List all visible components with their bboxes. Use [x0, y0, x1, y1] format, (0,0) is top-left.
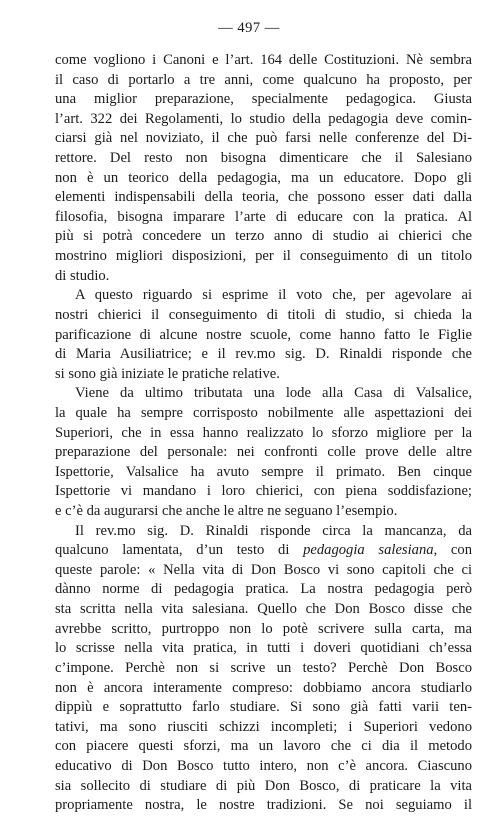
text-line: non è un teorico della pedagogia, ma un educatore. Dopo gli — [55, 169, 472, 186]
text-line: preparazione del personale: nei confronti colle prove delle altre — [55, 444, 472, 461]
text-line: si sono già iniziate le pratiche relative. — [55, 365, 280, 382]
text-line: propriamente nostra, le nostre tradizioni. Se noi seguiamo il — [55, 797, 472, 814]
page-number: — 497 — — [218, 20, 280, 36]
text-line: filosofia, bisogna imparare l’arte di educare con la pratica. Al — [55, 208, 472, 225]
body-text — [55, 51, 472, 816]
text-line: avrebbe scritto, purtroppo non lo potè scrivere sulla carta, ma — [55, 620, 472, 637]
text-line: Ispettorie, Valsalice ha avuto sempre il primato. Ben cinque — [55, 463, 472, 480]
text-line: come vogliono i Canoni e l’art. 164 delle Costituzioni. Nè sembra — [55, 52, 472, 68]
text-line: mostrino migliori disposizioni, per il conseguimento di un titolo — [55, 248, 472, 265]
text-line: di Maria Ausiliatrice; e il rev.mo sig. D. Rinaldi risponde che — [55, 346, 472, 363]
text-line: ciarsi già nel noviziato, il che può farsi nelle conferenze del Di- — [55, 130, 472, 147]
text-line: Viene da ultimo tributata una lode alla Casa di Valsalice, — [75, 385, 472, 402]
text-line: Superiori, che in essa hanno realizzato lo sforzo migliore per la — [55, 424, 472, 441]
text-line: c’impone. Perchè non si scrive un testo? Perchè Don Bosco — [55, 659, 472, 676]
text-line: l’art. 322 dei Regolamenti, lo studio della pedagogia deve comin- — [55, 110, 472, 127]
text-line: dànno norme di pedagogia pratica. La nostra pedagogia però — [55, 581, 472, 598]
text-line: rettore. Del resto non bisogna dimenticare che il Salesiano — [55, 150, 472, 167]
text-line: e c’è da augurarsi che anche le altre ne seguano l’esempio. — [55, 503, 398, 520]
text-line: elementi indispensabili della teoria, che possono esser dati dalla — [55, 189, 472, 206]
text-line: Ispettorie vi mandano i loro chierici, con piena soddisfazione; — [55, 483, 472, 500]
text-line: nostri chierici il conseguimento di titoli di studio, si chieda la — [55, 306, 472, 323]
text-line: sta scritta nella vita salesiana. Quello che Don Bosco disse che — [55, 601, 472, 618]
text-line: la quale ha sempre corrisposto nobilmente alle aspettazioni dei — [55, 404, 472, 421]
text-line: una miglior preparazione, specialmente pedagogica. Giusta — [55, 91, 472, 108]
text-line: educativo di Don Bosco tutto intero, non c’è ancora. Ciascuno — [55, 757, 472, 774]
text-line: di studio. — [55, 267, 110, 284]
text-line: sia sollecito di studiare di più Don Bosco, di praticare la vita — [55, 777, 472, 794]
text-line: A questo riguardo si esprime il voto che, per agevolare ai — [75, 287, 472, 304]
text-line: tativi, ma sono riusciti schizzi incompleti; i Superiori vedono — [55, 718, 472, 735]
text-line: dippiù e soprattutto farlo studiare. Si sono già fatti varii ten- — [55, 699, 472, 716]
text-line: qualcuno lamentata, d’un testo di pedagogia salesiana, con — [55, 542, 472, 559]
italic-title: pedagogia salesiana — [303, 542, 434, 559]
text-line: con piacere questi sforzi, ma un lavoro che ci dia il metodo — [55, 738, 472, 755]
text-line: Il rev.mo sig. D. Rinaldi risponde circa la mancanza, da — [75, 522, 472, 539]
text-line: lo scrisse nella vita pratica, in tutti i doveri quotidiani ch’essa — [55, 640, 472, 657]
text-line: più si potrà concedere un terzo anno di studio ai chierici che — [55, 228, 472, 245]
text-line: non è ancora interamente compreso: dobbiamo ancora studiarlo — [55, 679, 472, 696]
text-line: parificazione di alcune nostre scuole, come hanno fatto le Figlie — [55, 326, 472, 343]
text-line: queste parole: « Nella vita di Don Bosco vi sono capitoli che ci — [55, 561, 472, 578]
text-line: il caso di portarlo a tre anni, come qualcuno ha proposto, per — [55, 71, 472, 88]
